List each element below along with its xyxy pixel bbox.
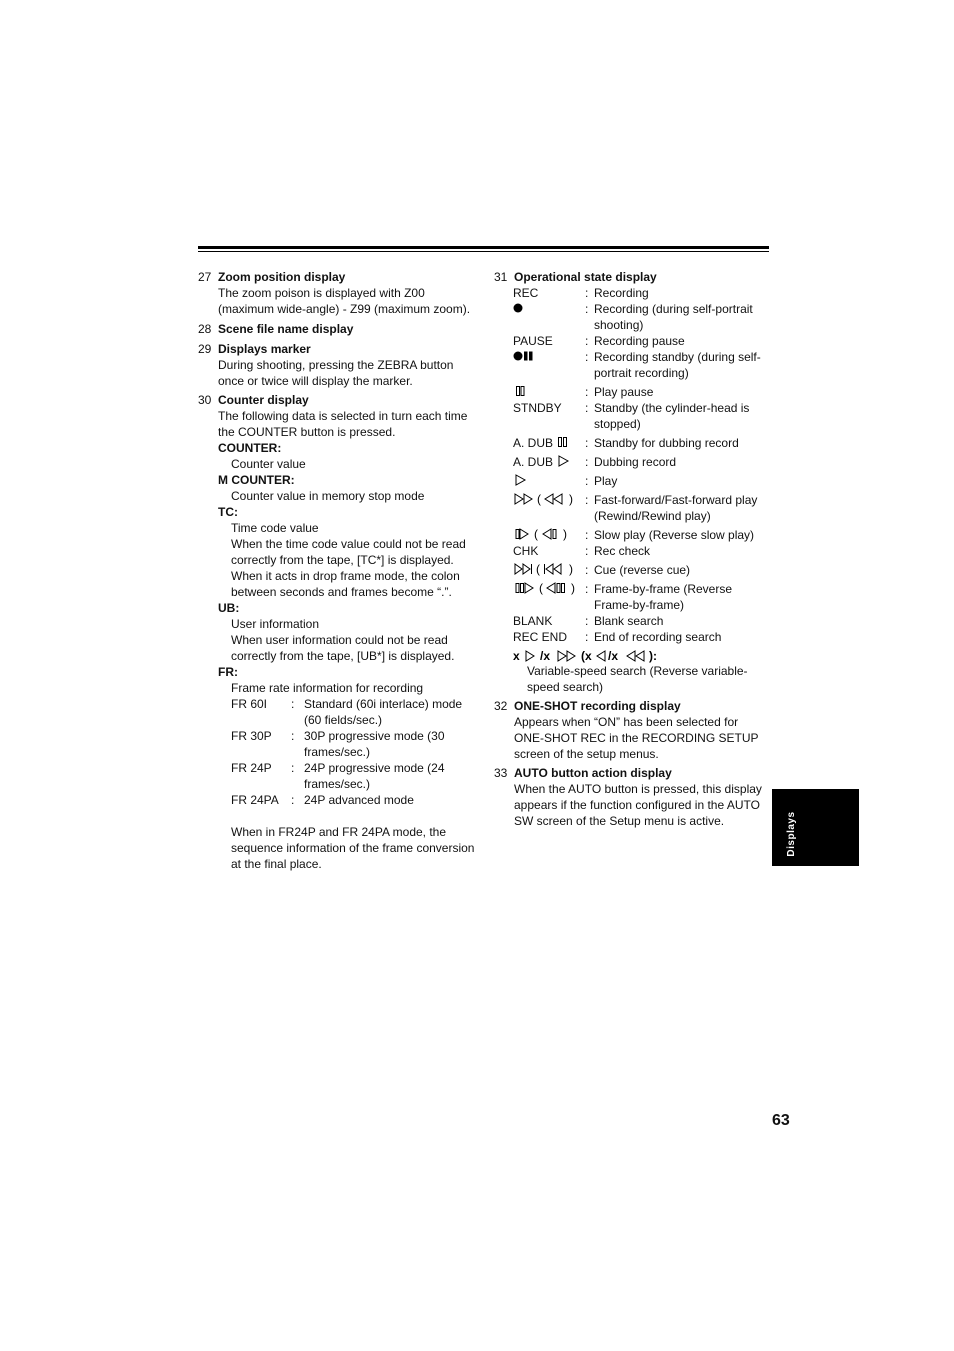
state-row: A. DUB : Dubbing record [494, 454, 769, 470]
item-number: 31 [494, 270, 508, 284]
state-row: ( ) : Frame-by-frame (Reverse Frame-by-frame) [494, 581, 769, 613]
right-column [494, 269, 769, 832]
fr-row-key: FR 60I [231, 697, 268, 711]
state-row: ( ) : Fast-forward/Fast-forward play (Rewind/Rewind play) [494, 492, 769, 524]
state-value: Play [594, 474, 618, 488]
state-row: BLANK : Blank search [494, 613, 769, 629]
svg-text:): ) [563, 527, 567, 541]
fast-forward-rewind-icon [513, 492, 585, 524]
svg-text:): ) [571, 581, 575, 595]
counter-heading: COUNTER: [218, 441, 282, 455]
state-key: REC [513, 286, 539, 300]
tc-desc: Time code value [231, 521, 319, 535]
header-rule-thin [198, 251, 769, 252]
item-number: 29 [198, 342, 212, 356]
item-title: Counter display [218, 393, 309, 407]
svg-text:(x: (x [581, 649, 592, 663]
state-value: Fast-forward/Fast-forward play (Rewind/Rewind play) [594, 493, 758, 523]
fr-row: FR 60I : Standard (60i interlace) mode (60 fields/sec.) [198, 696, 476, 728]
state-value: End of recording search [594, 630, 722, 644]
ub-desc: When user information could not be read correctly from the tape, [UB*] is displayed. [231, 633, 455, 663]
state-value: Play pause [594, 385, 654, 399]
item-31 [494, 269, 769, 695]
cue-icon [513, 562, 585, 578]
item-body: When the AUTO button is pressed, this display appears if the function configured in the AUTO SW screen of the Setup menu is active. [514, 782, 762, 828]
state-value: Slow play (Reverse slow play) [594, 528, 755, 542]
item-body: During shooting, pressing the ZEBRA button once or twice will display the marker. [218, 358, 454, 388]
ub-desc: User information [231, 617, 320, 631]
m-counter-heading: M COUNTER: [218, 473, 295, 487]
svg-text:/x: /x [540, 649, 551, 663]
state-key: REC END [513, 630, 568, 644]
state-key: A. DUB [513, 436, 554, 450]
record-pause-icon [513, 349, 585, 381]
state-value: Recording standby (during self-portrait recording) [594, 350, 761, 380]
item-body: The zoom poison is displayed with Z00 (maximum wide-angle) - Z99 (maximum zoom). [218, 286, 471, 316]
variable-speed-icon [494, 649, 769, 663]
state-row: PAUSE : Recording pause [494, 333, 769, 349]
state-value: Recording (during self-portrait shooting) [594, 302, 753, 332]
fr-desc: Frame rate information for recording [231, 681, 424, 695]
play-icon [556, 454, 570, 468]
m-counter-desc: Counter value in memory stop mode [231, 489, 425, 503]
fr-row: FR 24P : 24P progressive mode (24 frames/sec.) [198, 760, 476, 792]
section-tab [772, 789, 859, 866]
svg-text:):: ): [649, 649, 657, 663]
state-row: : Recording standby (during self-portrait recording) [494, 349, 769, 381]
svg-text:): ) [569, 492, 573, 506]
item-28 [198, 321, 476, 337]
state-value: Frame-by-frame (Reverse Frame-by-frame) [594, 582, 733, 612]
state-key: A. DUB [513, 455, 554, 469]
tc-desc: When the time code value could not be read correctly from the tape, [TC*] is displayed. [231, 537, 466, 567]
fr-heading: FR: [218, 665, 238, 679]
item-title: Displays marker [218, 342, 311, 356]
fr-row-value: Standard (60i interlace) mode (60 fields/sec.) [304, 697, 463, 727]
state-value: Cue (reverse cue) [594, 563, 691, 577]
counter-desc: Counter value [231, 457, 306, 471]
svg-text:(: ( [534, 527, 538, 541]
item-33 [494, 765, 769, 829]
item-number: 33 [494, 766, 508, 780]
fr-row-value: 24P advanced mode [304, 793, 414, 807]
fr-row-key: FR 24PA [231, 793, 279, 807]
item-number: 32 [494, 699, 508, 713]
state-row: ( ) : Cue (reverse cue) [494, 562, 769, 578]
page-number: 63 [772, 1112, 790, 1129]
pause-icon [556, 435, 570, 449]
item-number: 30 [198, 393, 212, 407]
state-value: Recording pause [594, 334, 685, 348]
state-value: Recording [594, 286, 649, 300]
fr-row: FR 24PA : 24P advanced mode [198, 792, 476, 808]
section-tab-label: Displays [786, 811, 797, 857]
svg-text:(: ( [539, 581, 543, 595]
svg-text:/x: /x [608, 649, 619, 663]
fr-row: FR 30P : 30P progressive mode (30 frames/sec.) [198, 728, 476, 760]
header-rule-thick [198, 246, 769, 249]
slow-play-icon [513, 527, 585, 543]
fr-row-value: 30P progressive mode (30 frames/sec.) [304, 729, 445, 759]
svg-text:): ) [569, 562, 573, 576]
pause-icon [513, 384, 585, 400]
variable-speed-desc: Variable-speed search (Reverse variable-speed search) [527, 664, 748, 694]
tc-heading: TC: [218, 505, 238, 519]
state-row: : Play pause [494, 384, 769, 400]
state-row: A. DUB : Standby for dubbing record [494, 435, 769, 451]
state-value: Standby for dubbing record [594, 436, 739, 450]
state-row: ( ) : Slow play (Reverse slow play) [494, 527, 769, 543]
fr-row-value: 24P progressive mode (24 frames/sec.) [304, 761, 445, 791]
state-row: CHK : Rec check [494, 543, 769, 559]
item-29 [198, 341, 476, 389]
fr-note: When in FR24P and FR 24PA mode, the sequence information of the frame conversion at the final place. [231, 825, 475, 871]
state-key: PAUSE [513, 334, 553, 348]
item-number: 28 [198, 322, 212, 336]
state-row: REC : Recording [494, 285, 769, 301]
left-column [198, 269, 476, 875]
item-number: 27 [198, 270, 212, 284]
state-key: STNDBY [513, 401, 562, 415]
item-title: Operational state display [514, 270, 657, 284]
item-body: The following data is selected in turn each time the COUNTER button is pressed. [218, 409, 468, 439]
state-row: : Play [494, 473, 769, 489]
item-27 [198, 269, 476, 317]
frame-by-frame-icon [513, 581, 585, 613]
state-key: CHK [513, 544, 539, 558]
item-title: Zoom position display [218, 270, 346, 284]
item-32 [494, 698, 769, 762]
item-body: Appears when “ON” has been selected for ONE-SHOT REC in the RECORDING SETUP screen of the setup menus. [514, 715, 759, 761]
fr-row-key: FR 30P [231, 729, 272, 743]
tc-desc: When it acts in drop frame mode, the colon between seconds and frames become “.”. [231, 569, 460, 599]
ub-heading: UB: [218, 601, 240, 615]
item-title: ONE-SHOT recording display [514, 699, 681, 713]
item-30 [198, 392, 476, 872]
state-row: : Recording (during self-portrait shooting) [494, 301, 769, 333]
svg-text:x: x [513, 649, 520, 663]
state-value: Blank search [594, 614, 664, 628]
state-row: STNDBY : Standby (the cylinder-head is stopped) [494, 400, 769, 432]
play-icon [513, 473, 585, 489]
state-key: BLANK [513, 614, 553, 628]
state-value: Rec check [594, 544, 651, 558]
svg-text:(: ( [537, 492, 541, 506]
fr-row-key: FR 24P [231, 761, 272, 775]
state-row: REC END : End of recording search [494, 629, 769, 645]
state-value: Standby (the cylinder-head is stopped) [594, 401, 750, 431]
item-title: AUTO button action display [514, 766, 672, 780]
svg-text:(: ( [536, 562, 540, 576]
record-dot-icon [513, 301, 585, 333]
state-value: Dubbing record [594, 455, 677, 469]
item-title: Scene file name display [218, 322, 354, 336]
